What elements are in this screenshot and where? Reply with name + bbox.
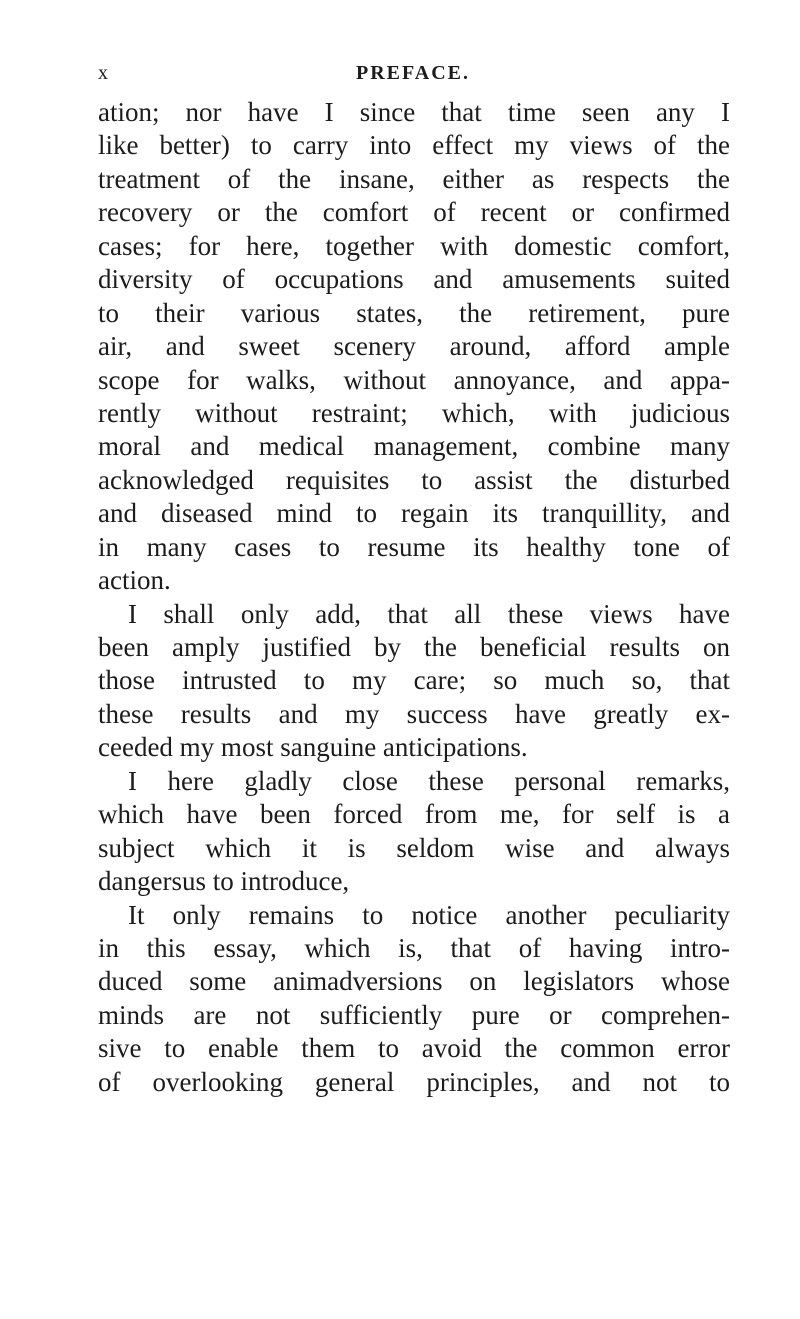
text-line: these results and my success have greatly ex- (98, 698, 730, 729)
text-line: duced some animadversions on legislators whose (98, 966, 730, 997)
text-line: and diseased mind to regain its tranquillity, and (98, 498, 730, 529)
text-line: in this essay, which is, that of having intro- (98, 932, 730, 963)
text-line: in many cases to resume its healthy tone of (98, 531, 730, 562)
text-line: been amply justified by the beneficial results on (98, 632, 730, 662)
paragraph-end-line: dangersus to introduce, (98, 866, 350, 897)
paragraph-end-line: ceeded my most sanguine anticipations. (98, 732, 528, 763)
paragraph-end-line: action. (98, 565, 171, 596)
paragraph-start-line: I here gladly close these personal remarks, (128, 765, 730, 796)
text-line: which have been forced from me, for self is a (98, 799, 730, 830)
running-head-title: PREFACE. (356, 62, 470, 84)
text-line: to their various states, the retirement, pure (98, 297, 730, 328)
text-line: air, and sweet scenery around, afford ample (98, 331, 730, 362)
text-line: rently without restraint; which, with judicious (98, 397, 730, 428)
text-line: diversity of occupations and amusements suited (98, 264, 730, 295)
text-line: minds are not sufficiently pure or comprehen- (98, 999, 730, 1030)
page-number: x (98, 62, 109, 84)
text-line: scope for walks, without annoyance, and appa- (98, 364, 730, 395)
body-text (98, 96, 730, 1099)
text-line: recovery or the comfort of recent or confirmed (98, 197, 730, 228)
running-head (98, 62, 728, 88)
paragraph-start-line: I shall only add, that all these views have (128, 598, 730, 629)
text-line: those intrusted to my care; so much so, that (98, 665, 730, 696)
paragraph-start-line: It only remains to notice another peculiarity (128, 899, 730, 930)
text-line: like better) to carry into effect my views of the (98, 130, 730, 161)
text-line: of overlooking general principles, and not to (98, 1066, 730, 1097)
text-line: sive to enable them to avoid the common error (98, 1033, 730, 1064)
text-line: ation; nor have I since that time seen any I (98, 97, 730, 127)
text-line: moral and medical management, combine many (98, 431, 730, 462)
text-line: subject which it is seldom wise and always (98, 832, 730, 863)
text-line: cases; for here, together with domestic comfort, (98, 230, 730, 261)
text-line: acknowledged requisites to assist the disturbed (98, 464, 730, 495)
text-line: treatment of the insane, either as respects the (98, 163, 730, 194)
